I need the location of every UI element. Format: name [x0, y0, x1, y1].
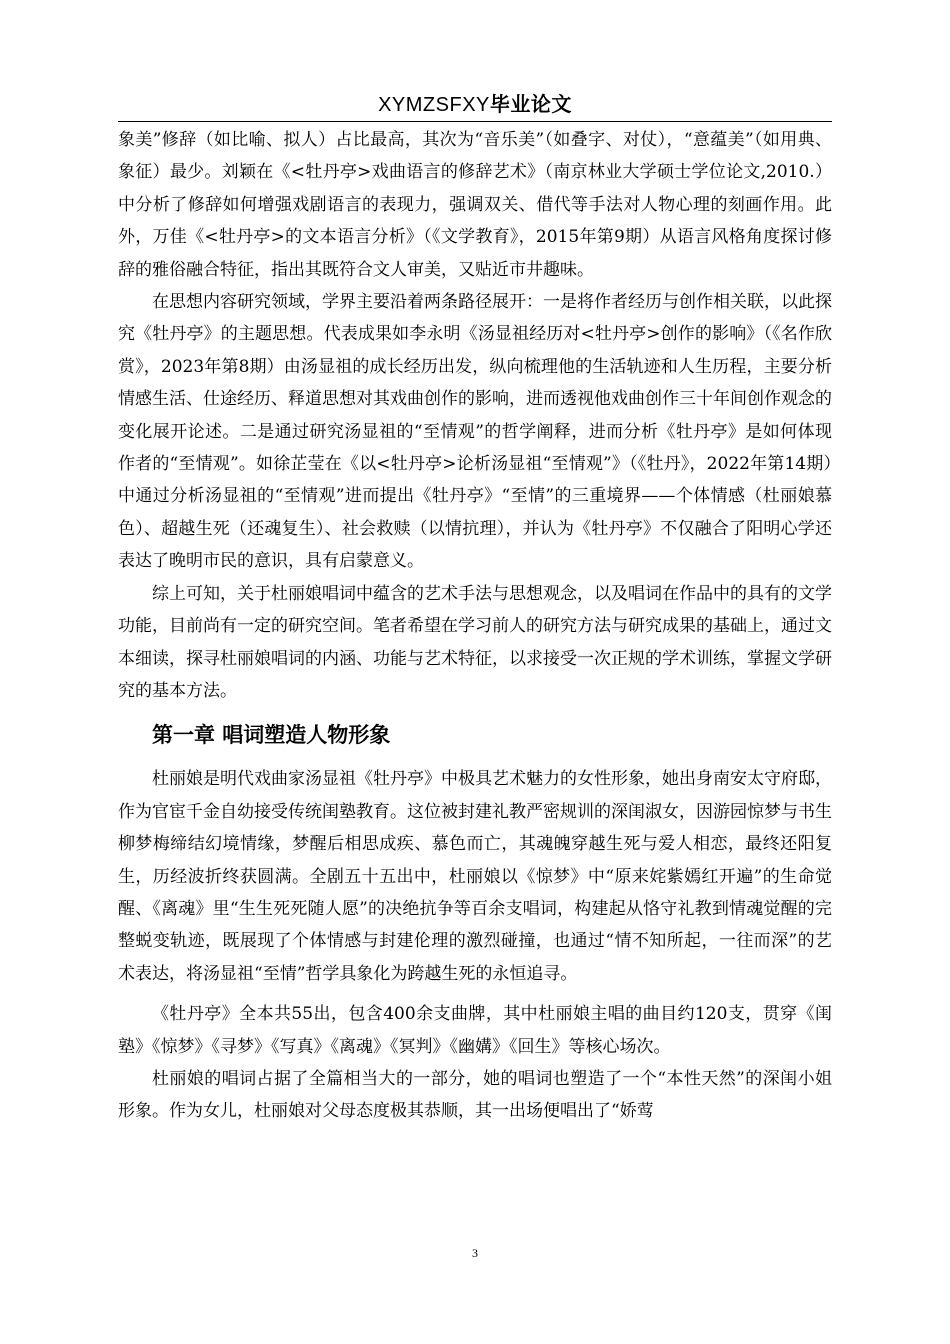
- page-number: 3: [472, 1246, 478, 1260]
- paragraph-lyrics-image: 杜丽娘的唱词占据了全篇相当大的一部分，她的唱词也塑造了一个“本性天然”的深闺小姐形象。作为女儿，杜丽娘对父母态度极其恭顺，其一出场便唱出了“娇莺: [118, 1068, 832, 1122]
- paragraph-gap: [118, 990, 832, 998]
- header-thesis-label: 毕业论文: [489, 92, 572, 116]
- header-institution-code: XYMZSFXY: [378, 94, 490, 116]
- paragraph-thought-content: 在思想内容研究领域，学界主要沿着两条路径展开：一是将作者经历与创作相关联，以此探究《牡丹亭》的主题思想。代表成果如李永明《汤显祖经历对<牡丹亭>创作的影响》（《名作欣赏》，2023年第8期）由汤显祖的成长经历出发，纵向梳理他的生活轨迹和人生历程，主要分析情感生活、仕途经历、释道思想对其戏曲创作的影响，进而透视他戏曲创作三十年间创作观念的变化展开论述。二是通过研究汤显祖的“至情观”的哲学阐释，进而分析《牡丹亭》是如何体现作者的“至情观”。如徐芷莹在《以<牡丹亭>论析汤显祖“至情观”》（《牡丹》，2022年第14期）中通过分析汤显祖的“至情观”进而提出《牡丹亭》“至情”的三重境界——个体情感（杜丽娘慕色）、超越生死（还魂复生）、社会救赎（以情抗理），并认为《牡丹亭》不仅融合了阳明心学还表达了晚明市民的意识，具有启蒙意义。: [118, 292, 832, 572]
- paragraph-du-liniang-intro: 杜丽娘是明代戏曲家汤显祖《牡丹亭》中极具艺术魅力的女性形象，她出身南安太守府邸，作为官宦千金自幼接受传统闺塾教育。这位被封建礼教严密规训的深闺淑女，因游园惊梦与书生柳梦梅缔结幻境情缘，梦醒后相思成疾、慕色而亡，其魂魄穿越生死与爱人相恋，最终还阳复生，历经波折终获圆满。全剧五十五出中，杜丽娘以《惊梦》中“原来姹紫嫣红开遍”的生命觉醒、《离魂》里“生生死死随人愿”的决绝抗争等百余支唱词，构建起从恪守礼教到情魂觉醒的完整蜕变轨迹，既展现了个体情感与封建伦理的激烈碰撞，也通过“情不知所起，一往而深”的艺术表达，将汤显祖“至情”哲学具象化为跨越生死的永恒追寻。: [118, 769, 832, 984]
- paragraph-statistics: 《牡丹亭》全本共55出，包含400余支曲牌，其中杜丽娘主唱的曲目约120支，贯穿《闺塾》《惊梦》《寻梦》《写真》《离魂》《冥判》《幽媾》《回生》等核心场次。: [118, 1004, 832, 1057]
- header-divider: [118, 121, 832, 122]
- paragraph-summary: 综上可知，关于杜丽娘唱词中蕴含的艺术手法与思想观念，以及唱词在作品中的具有的文学功能，目前尚有一定的研究空间。笔者希望在学习前人的研究方法与研究成果的基础上，通过文本细读，探寻杜丽娘唱词的内涵、功能与艺术特征，以求接受一次正规的学术训练，掌握文学研究的基本方法。: [118, 583, 832, 701]
- body-text: [118, 124, 832, 1128]
- paragraph-rhetoric-studies: 象美”修辞（如比喻、拟人）占比最高，其次为“音乐美”（如叠字、对仗），“意蕴美”（如用典、象征）最少。刘颖在《<牡丹亭>戏曲语言的修辞艺术》（南京林业大学硕士学位论文,2010.）中分析了修辞如何增强戏剧语言的表现力，强调双关、借代等手法对人物心理的刻画作用。此外，万佳《<牡丹亭>的文本语言分析》（《文学教育》，2015年第9期）从语言风格角度探讨修辞的雅俗融合特征，指出其既符合文人审美，又贴近市井趣味。: [118, 130, 832, 280]
- running-header: [118, 88, 832, 120]
- chapter-heading: 第一章 唱词塑造人物形象: [152, 723, 391, 748]
